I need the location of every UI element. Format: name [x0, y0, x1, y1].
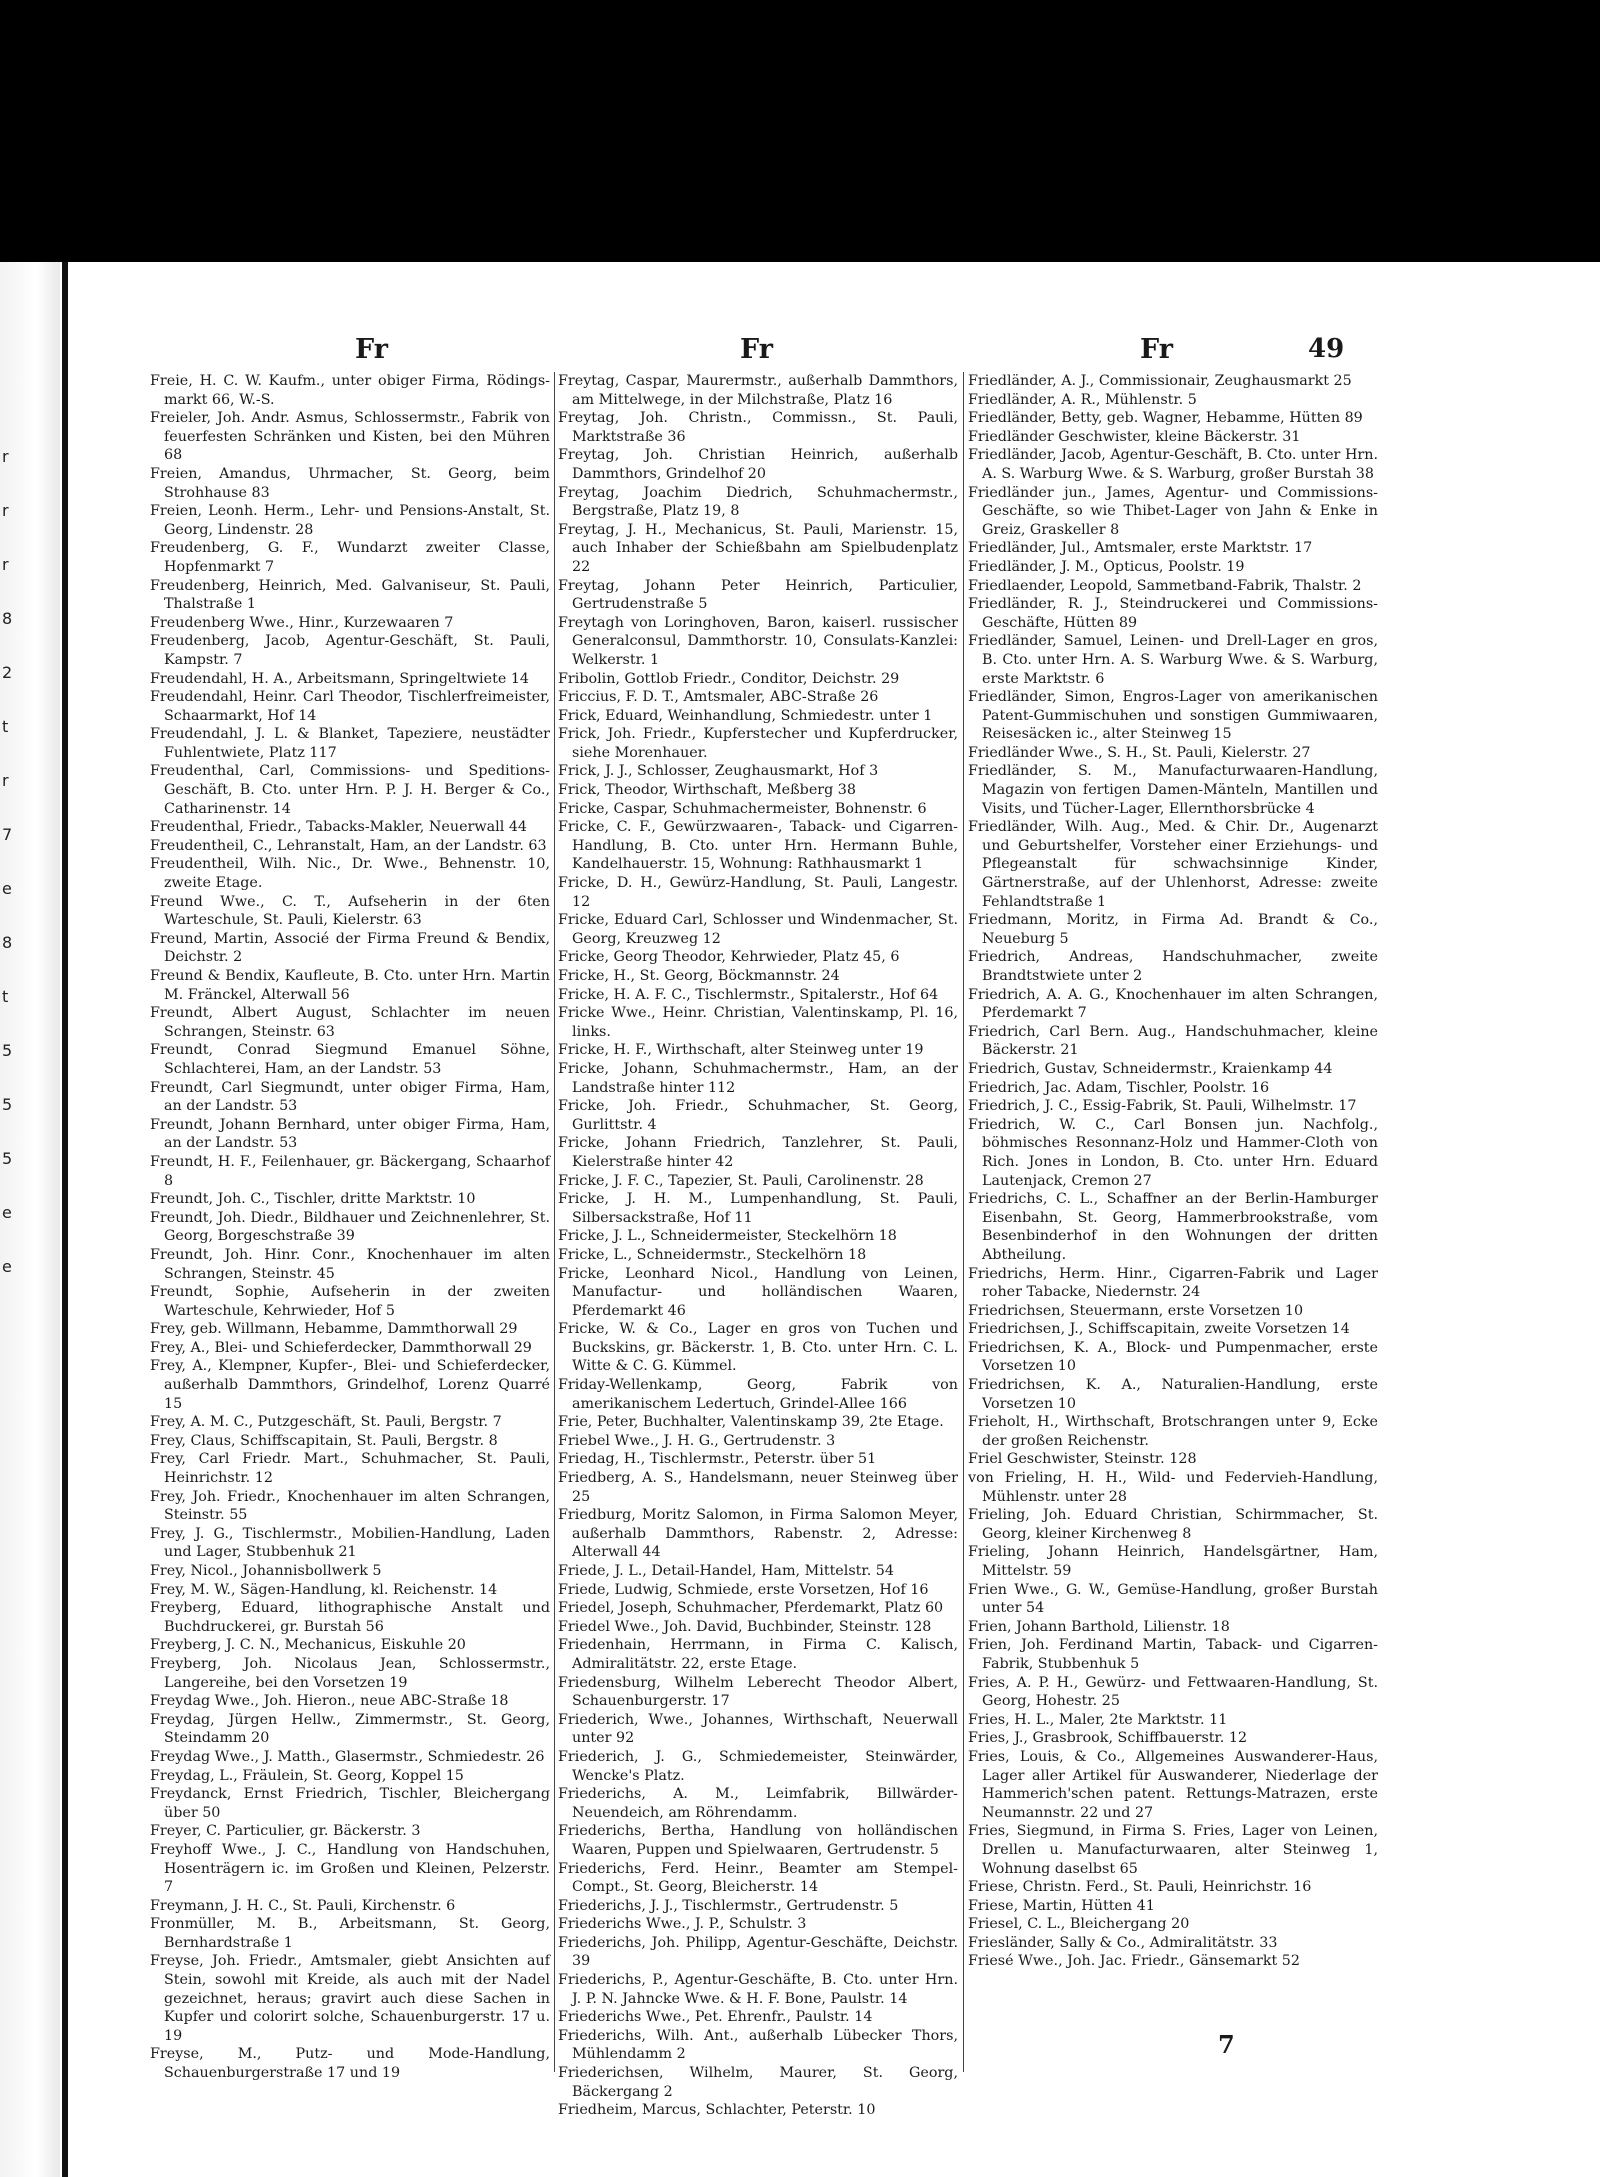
directory-entry: Friedel, Joseph, Schuhmacher, Pferdemarkt, Platz 60 — [558, 1600, 944, 1617]
directory-entry: Freund, Martin, Associé der Firma Freund & Bendix, Deichstr. 2 — [150, 930, 550, 966]
directory-entry: Friedensburg, Wilhelm Leberecht Theodor Albert, Schauenburgerstr. 17 — [558, 1674, 958, 1710]
directory-entry: Fricke, H. A. F. C., Tischlermstr., Spitalerstr., Hof 64 — [558, 986, 939, 1003]
directory-entry: Friedrich, W. C., Carl Bonsen jun. Nachfolg., böhmisches Resonnanz-Holz und Hammer-Cloth von Rich. Jones in London, B. Cto. unter Hrn. Eduard Lautenjack, Cremon 27 — [968, 1116, 1378, 1189]
directory-entry: Freytag, Joachim Diedrich, Schuhmachermstr., Bergstraße, Platz 19, 8 — [558, 484, 958, 520]
directory-entry: Fricke, D. H., Gewürz-Handlung, St. Pauli, Langestr. 12 — [558, 875, 958, 910]
directory-entry: Friedländer, J. M., Opticus, Poolstr. 19 — [968, 558, 1245, 575]
directory-entry: Fries, H. L., Maler, 2te Marktstr. 11 — [968, 1711, 1228, 1728]
directory-entry: Freyer, C. Particulier, gr. Bäckerstr. 3 — [150, 1823, 421, 1840]
directory-entry: Freundt, H. F., Feilenhauer, gr. Bäckergang, Schaarhof 8 — [150, 1153, 550, 1189]
directory-entry: Freundt, Joh. C., Tischler, dritte Marktstr. 10 — [150, 1191, 476, 1208]
gutter-shadow — [62, 262, 68, 2177]
header-right: Fr — [1140, 334, 1173, 365]
directory-entry: Fricke, W. & Co., Lager en gros von Tuchen und Buckskins, gr. Bäckerstr. 1, B. Cto. unter Hrn. C. L. Witte & C. G. Kümmel. — [558, 1321, 958, 1375]
edge-mark: 7 — [2, 825, 13, 844]
directory-entry: Fronmüller, M. B., Arbeitsmann, St. Georg, Bernhardstraße 1 — [150, 1916, 550, 1951]
directory-entry: Freyberg, Joh. Nicolaus Jean, Schlossermstr., Langereihe, bei den Vorsetzen 19 — [150, 1655, 550, 1691]
directory-entry: Frey, Carl Friedr. Mart., Schuhmacher, St. Pauli, Heinrichstr. 12 — [150, 1451, 550, 1487]
directory-entry: Freydag, L., Fräulein, St. Georg, Koppel 15 — [150, 1767, 464, 1784]
directory-entry: Freudenthal, Friedr., Tabacks-Makler, Neuerwall 44 — [150, 819, 528, 836]
directory-entry: Freydag Wwe., Joh. Hieron., neue ABC-Straße 18 — [150, 1693, 509, 1710]
directory-entry: Friday-Wellenkamp, Georg, Fabrik von amerikanischem Ledertuch, Grindel-Allee 166 — [558, 1377, 958, 1412]
directory-entry: Friederichs, J. J., Tischlermstr., Gertrudenstr. 5 — [558, 1897, 899, 1914]
directory-entry: Freund & Bendix, Kaufleute, B. Cto. unter Hrn. Martin M. Fränckel, Alterwall 56 — [150, 968, 550, 1003]
scan-top-black-border — [0, 0, 1600, 262]
directory-page — [150, 330, 1378, 2120]
directory-entry: Friederich, Wwe., Johannes, Wirthschaft, Neuerwall unter 92 — [558, 1711, 958, 1747]
directory-entry: Frieling, Johann Heinrich, Handelsgärtner, Ham, Mittelstr. 59 — [968, 1544, 1378, 1579]
directory-entry: Fricke, Eduard Carl, Schlosser und Windenmacher, St. Georg, Kreuzweg 12 — [558, 912, 958, 947]
column-center — [558, 372, 958, 2119]
directory-entry: Frieholt, H., Wirthschaft, Brotschrangen unter 9, Ecke der großen Reichenstr. — [968, 1414, 1378, 1449]
directory-entry: Frey, M. W., Sägen-Handlung, kl. Reichenstr. 14 — [150, 1581, 498, 1598]
directory-entry: Fricke, Caspar, Schuhmachermeister, Bohnenstr. 6 — [558, 800, 927, 817]
directory-entry: Frey, Joh. Friedr., Knochenhauer im alten Schrangen, Steinstr. 55 — [150, 1488, 550, 1524]
directory-entry: Freyse, M., Putz- und Mode-Handlung, Schauenburgerstraße 17 und 19 — [150, 2046, 550, 2082]
directory-entry: Fricke, Johann Friedrich, Tanzlehrer, St. Pauli, Kielerstraße hinter 42 — [558, 1135, 958, 1170]
directory-entry: Friederichs Wwe., Pet. Ehrenfr., Paulstr. 14 — [558, 2009, 873, 2026]
edge-mark: e — [2, 879, 12, 898]
directory-entry: Friedländer, R. J., Steindruckerei und Commissions-Geschäfte, Hütten 89 — [968, 596, 1378, 631]
directory-entry: Frey, A., Klempner, Kupfer-, Blei- und Schieferdecker, außerhalb Dammthors, Grindelhof, Lorenz Quarré 15 — [150, 1358, 550, 1412]
directory-entry: Friede, J. L., Detail-Handel, Ham, Mittelstr. 54 — [558, 1563, 894, 1579]
edge-mark: 5 — [2, 1095, 13, 1114]
directory-entry: Friederichs, A. M., Leimfabrik, Billwärder-Neuendeich, am Röhrendamm. — [558, 1786, 958, 1821]
edge-mark: 8 — [2, 933, 13, 952]
directory-entry: Friederich, J. G., Schmiedemeister, Steinwärder, Wencke's Platz. — [558, 1748, 958, 1784]
directory-entry: Freytag, Joh. Christn., Commissn., St. Pauli, Marktstraße 36 — [558, 410, 958, 445]
directory-entry: Fries, J., Grasbrook, Schiffbauerstr. 12 — [968, 1730, 1248, 1747]
directory-entry: Frien Wwe., G. W., Gemüse-Handlung, großer Burstah unter 54 — [968, 1581, 1378, 1617]
edge-mark: t — [2, 987, 9, 1006]
edge-mark: 5 — [2, 1149, 13, 1168]
directory-entry: Freydag, Jürgen Hellw., Zimmermstr., St. Georg, Steindamm 20 — [150, 1711, 550, 1747]
directory-entry: Fricke, C. F., Gewürzwaaren-, Taback- und Cigarren-Handlung, B. Cto. unter Hrn. Hermann Buhle, Kandelhauerstr. 15, Wohnung: Rathhausmarkt 1 — [558, 819, 958, 873]
directory-entry: Freytag, Joh. Christian Heinrich, außerhalb Dammthors, Grindelhof 20 — [558, 447, 958, 482]
running-header — [150, 330, 1345, 370]
directory-entry: Freyberg, Eduard, lithographische Anstalt und Buchdruckerei, gr. Burstah 56 — [150, 1600, 550, 1635]
directory-entry: Friedrichsen, Steuermann, erste Vorsetzen 10 — [968, 1302, 1304, 1319]
directory-entry: Friedrich, Andreas, Handschuhmacher, zweite Brandtstwiete unter 2 — [968, 949, 1378, 984]
directory-entry: Frey, geb. Willmann, Hebamme, Dammthorwall 29 — [150, 1321, 518, 1338]
directory-entry: Friedag, H., Tischlermstr., Peterstr. über 51 — [558, 1451, 877, 1468]
directory-entry: Friedländer, A. J., Commissionair, Zeughausmarkt 25 — [968, 373, 1352, 389]
directory-entry: Freyhoff Wwe., J. C., Handlung von Handschuhen, Hosenträgern ic. im Großen und Kleinen, Pelzerstr. 7 — [150, 1841, 550, 1896]
directory-entry: Friederichs Wwe., J. P., Schulstr. 3 — [558, 1916, 807, 1933]
directory-entry: Fricke, H., St. Georg, Böckmannstr. 24 — [558, 968, 840, 984]
previous-page-edge-text — [2, 430, 16, 2130]
column-left — [150, 372, 550, 2082]
directory-entry: Fricke, J. L., Schneidermeister, Steckelhörn 18 — [558, 1228, 897, 1245]
column-right — [968, 372, 1378, 2032]
directory-entry: Freundt, Joh. Hinr. Conr., Knochenhauer im alten Schrangen, Steinstr. 45 — [150, 1246, 550, 1282]
directory-entry: Friedländer, A. R., Mühlenstr. 5 — [968, 391, 1197, 408]
directory-entry: Friedrich, Jac. Adam, Tischler, Poolstr. 16 — [968, 1079, 1270, 1096]
directory-entry: Frieling, Joh. Eduard Christian, Schirmmacher, St. Georg, kleiner Kirchenweg 8 — [968, 1507, 1378, 1542]
directory-entry: Friese, Christn. Ferd., St. Pauli, Heinrichstr. 16 — [968, 1879, 1312, 1896]
directory-entry: Friedrich, J. C., Essig-Fabrik, St. Pauli, Wilhelmstr. 17 — [968, 1098, 1357, 1115]
directory-entry: Friebel Wwe., J. H. G., Gertrudenstr. 3 — [558, 1432, 836, 1449]
directory-entry: Freudenthal, Carl, Commissions- und Speditions-Geschäft, B. Cto. unter Hrn. P. J. H. Berger & Co., Catharinenstr. 14 — [150, 763, 550, 817]
directory-entry: Friedberg, A. S., Handelsmann, neuer Steinweg über 25 — [558, 1470, 958, 1505]
directory-entry: Friedburg, Moritz Salomon, in Firma Salomon Meyer, außerhalb Dammthors, Rabenstr. 2, Adresse: Alterwall 44 — [558, 1507, 958, 1561]
directory-entry: Freudentheil, Wilh. Nic., Dr. Wwe., Behnenstr. 10, zweite Etage. — [150, 856, 550, 892]
directory-entry: Fribolin, Gottlob Friedr., Conditor, Deichstr. 29 — [558, 670, 900, 687]
directory-entry: Friesel, C. L., Bleichergang 20 — [968, 1916, 1190, 1933]
directory-entry: Friedrichsen, K. A., Naturalien-Handlung, erste Vorsetzen 10 — [968, 1377, 1378, 1412]
directory-entry: Friedländer, Betty, geb. Wagner, Hebamme, Hütten 89 — [968, 410, 1363, 427]
directory-entry: Freie, H. C. W. Kaufm., unter obiger Firma, Rödings-markt 66, W.-S. — [150, 373, 550, 408]
directory-entry: Freien, Leonh. Herm., Lehr- und Pensions-Anstalt, St. Georg, Lindenstr. 28 — [150, 503, 550, 538]
directory-entry: Freymann, J. H. C., St. Pauli, Kirchenstr. 6 — [150, 1897, 456, 1914]
directory-entry: Fricke, Johann, Schuhmachermstr., Ham, an der Landstraße hinter 112 — [558, 1060, 958, 1096]
directory-entry: Friedrich, Carl Bern. Aug., Handschuhmacher, kleine Bäckerstr. 21 — [968, 1023, 1378, 1059]
directory-entry: Friedrichs, Herm. Hinr., Cigarren-Fabrik und Lager roher Tabacke, Niedernstr. 24 — [968, 1265, 1378, 1301]
directory-entry: Friede, Ludwig, Schmiede, erste Vorsetzen, Hof 16 — [558, 1581, 929, 1598]
directory-entry: Friedländer jun., James, Agentur- und Commissions-Geschäfte, so wie Thibet-Lager von Jahn & Enke in Greiz, Graskeller 8 — [968, 484, 1378, 538]
edge-mark: 2 — [2, 663, 13, 682]
directory-entry: Freyberg, J. C. N., Mechanicus, Eiskuhle 20 — [150, 1637, 466, 1654]
directory-entry: Friesländer, Sally & Co., Admiralitätstr. 33 — [968, 1934, 1278, 1951]
directory-entry: Friedländer Wwe., S. H., St. Pauli, Kielerstr. 27 — [968, 744, 1311, 761]
directory-entry: Friedländer, Wilh. Aug., Med. & Chir. Dr., Augenarzt und Geburtshelfer, Vorsteher einer Erziehungs- und Pflegeanstalt für schwachsinnige Kinder, Gärtnerstraße, auf der Uhlenhorst, Adresse: zweite Fehlandtstraße 1 — [968, 819, 1378, 910]
directory-entry: Frey, Claus, Schiffscapitain, St. Pauli, Bergstr. 8 — [150, 1432, 498, 1449]
directory-entry: Freudendahl, J. L. & Blanket, Tapeziere, neustädter Fuhlentwiete, Platz 117 — [150, 726, 550, 761]
column-rule-2 — [963, 372, 964, 2072]
directory-entry: Friederichs, Joh. Philipp, Agentur-Geschäfte, Deichstr. 39 — [558, 1934, 958, 1970]
directory-entry: Friederichs, Ferd. Heinr., Beamter am Stempel-Compt., St. Georg, Bleicherstr. 14 — [558, 1860, 958, 1896]
directory-entry: Friederichsen, Wilhelm, Maurer, St. Georg, Bäckergang 2 — [558, 2065, 958, 2100]
header-center: Fr — [740, 334, 773, 365]
directory-entry: Frick, Theodor, Wirthschaft, Meßberg 38 — [558, 782, 857, 799]
directory-entry: Friedrichs, C. L., Schaffner an der Berlin-Hamburger Eisenbahn, St. Georg, Hammerbrookstraße, vom Besenbinderhof in den Wohnungen der dritten Abtheilung. — [968, 1191, 1378, 1263]
directory-entry: Friedel Wwe., Joh. David, Buchbinder, Steinstr. 128 — [558, 1618, 932, 1635]
directory-entry: Friedmann, Moritz, in Firma Ad. Brandt & Co., Neueburg 5 — [968, 912, 1378, 947]
directory-entry: Fricke Wwe., Heinr. Christian, Valentinskamp, Pl. 16, links. — [558, 1005, 958, 1040]
directory-entry: Freudentheil, C., Lehranstalt, Ham, an der Landstr. 63 — [150, 837, 547, 854]
directory-entry: Freudenberg, G. F., Wundarzt zweiter Classe, Hopfenmarkt 7 — [150, 540, 550, 575]
directory-entry: Freudenberg, Jacob, Agentur-Geschäft, St. Pauli, Kampstr. 7 — [150, 633, 550, 668]
directory-entry: Freytag, J. H., Mechanicus, St. Pauli, Marienstr. 15, auch Inhaber der Schießbahn am Spielbudenplatz 22 — [558, 521, 958, 575]
directory-entry: Freien, Amandus, Uhrmacher, St. Georg, beim Strohhause 83 — [150, 465, 550, 501]
edge-mark: 8 — [2, 609, 13, 628]
directory-entry: Freieler, Joh. Andr. Asmus, Schlossermstr., Fabrik von feuerfesten Schränken und Kisten, bei den Mühren 68 — [150, 410, 550, 464]
directory-entry: Freytagh von Loringhoven, Baron, kaiserl. russischer Generalconsul, Dammthorstr. 10, Consulats-Kanzlei: Welkerstr. 1 — [558, 614, 958, 668]
directory-entry: Friederichs, P., Agentur-Geschäfte, B. Cto. unter Hrn. J. P. N. Jahncke Wwe. & H. F. Bone, Paulstr. 14 — [558, 1972, 958, 2007]
edge-mark: r — [2, 555, 9, 574]
directory-entry: Friedländer, Jul., Amtsmaler, erste Marktstr. 17 — [968, 540, 1313, 557]
directory-entry: Freund Wwe., C. T., Aufseherin in der 6ten Warteschule, St. Pauli, Kielerstr. 63 — [150, 893, 550, 929]
directory-entry: Friccius, F. D. T., Amtsmaler, ABC-Straße 26 — [558, 689, 879, 706]
directory-entry: Friedländer, Samuel, Leinen- und Drell-Lager en gros, B. Cto. unter Hrn. A. S. Warburg Wwe. & S. Warburg, erste Marktstr. 6 — [968, 633, 1378, 687]
directory-entry: Fries, Louis, & Co., Allgemeines Auswanderer-Haus, Lager aller Artikel für Auswanderer, Niederlage der Hammerich'schen patent. Rettungs-Matrazen, erste Neumannstr. 22 und 27 — [968, 1748, 1378, 1821]
directory-entry: Friederichs, Wilh. Ant., außerhalb Lübecker Thors, Mühlendamm 2 — [558, 2027, 958, 2063]
edge-mark: 5 — [2, 1041, 13, 1060]
directory-entry: Freudendahl, H. A., Arbeitsmann, Springeltwiete 14 — [150, 670, 530, 687]
directory-entry: Friedrichsen, K. A., Block- und Pumpenmacher, erste Vorsetzen 10 — [968, 1339, 1378, 1375]
directory-entry: Freudenberg Wwe., Hinr., Kurzewaaren 7 — [150, 614, 454, 631]
directory-entry: von Frieling, H. H., Wild- und Federvieh-Handlung, Mühlenstr. unter 28 — [968, 1470, 1378, 1505]
directory-entry: Friedländer, S. M., Manufacturwaaren-Handlung, Magazin von fertigen Damen-Mänteln, Mantillen und Visits, und Tücher-Lager, Ellernthorsbrücke 4 — [968, 763, 1378, 817]
directory-entry: Friedlaender, Leopold, Sammetband-Fabrik, Thalstr. 2 — [968, 577, 1362, 594]
directory-entry: Frey, A. M. C., Putzgeschäft, St. Pauli, Bergstr. 7 — [150, 1414, 502, 1431]
directory-entry: Frick, Joh. Friedr., Kupferstecher und Kupferdrucker, siehe Morenhauer. — [558, 726, 958, 761]
directory-entry: Friedrich, A. A. G., Knochenhauer im alten Schrangen, Pferdemarkt 7 — [968, 986, 1378, 1022]
directory-entry: Fricke, Leonhard Nicol., Handlung von Leinen, Manufactur- und holländischen Waaren, Pferdemarkt 46 — [558, 1265, 958, 1319]
directory-entry: Fricke, Joh. Friedr., Schuhmacher, St. Georg, Gurlittstr. 4 — [558, 1098, 958, 1133]
directory-entry: Friel Geschwister, Steinstr. 128 — [968, 1451, 1197, 1468]
directory-entry: Freundt, Carl Siegmundt, unter obiger Firma, Ham, an der Landstr. 53 — [150, 1079, 550, 1115]
directory-entry: Freudendahl, Heinr. Carl Theodor, Tischlerfreimeister, Schaarmarkt, Hof 14 — [150, 689, 550, 724]
header-left: Fr — [355, 334, 388, 365]
directory-entry: Frey, Nicol., Johannisbollwerk 5 — [150, 1563, 382, 1579]
edge-mark: e — [2, 1203, 12, 1222]
directory-entry: Frien, Joh. Ferdinand Martin, Taback- und Cigarren-Fabrik, Stubbenhuk 5 — [968, 1637, 1378, 1672]
directory-entry: Fricke, H. F., Wirthschaft, alter Steinweg unter 19 — [558, 1042, 924, 1059]
directory-entry: Frick, J. J., Schlosser, Zeughausmarkt, Hof 3 — [558, 763, 879, 780]
directory-entry: Freytag, Caspar, Maurermstr., außerhalb Dammthors, am Mittelwege, in der Milchstraße, Platz 16 — [558, 373, 958, 408]
directory-entry: Freydag Wwe., J. Matth., Glasermstr., Schmiedestr. 26 — [150, 1748, 545, 1765]
edge-mark: r — [2, 447, 9, 466]
directory-entry: Freytag, Johann Peter Heinrich, Particulier, Gertrudenstraße 5 — [558, 577, 958, 613]
directory-entry: Friedländer, Jacob, Agentur-Geschäft, B. Cto. unter Hrn. A. S. Warburg Wwe. & S. Warburg, großer Burstah 38 — [968, 447, 1378, 482]
directory-entry: Frey, J. G., Tischlermstr., Mobilien-Handlung, Laden und Lager, Stubbenhuk 21 — [150, 1525, 550, 1561]
column-rule-1 — [554, 372, 555, 2072]
directory-entry: Fricke, Georg Theodor, Kehrwieder, Platz 45, 6 — [558, 949, 900, 966]
directory-entry: Frien, Johann Barthold, Lilienstr. 18 — [968, 1618, 1230, 1635]
directory-entry: Frie, Peter, Buchhalter, Valentinskamp 39, 2te Etage. — [558, 1414, 944, 1431]
directory-entry: Freundt, Conrad Siegmund Emanuel Söhne, Schlachterei, Ham, an der Landstr. 53 — [150, 1042, 550, 1077]
directory-entry: Friedenhain, Herrmann, in Firma C. Kalisch, Admiralitätstr. 22, erste Etage. — [558, 1637, 958, 1672]
directory-entry: Friedrichsen, J., Schiffscapitain, zweite Vorsetzen 14 — [968, 1321, 1350, 1338]
directory-entry: Freudenberg, Heinrich, Med. Galvaniseur, St. Pauli, Thalstraße 1 — [150, 577, 550, 613]
directory-entry: Freundt, Albert August, Schlachter im neuen Schrangen, Steinstr. 63 — [150, 1005, 550, 1040]
directory-entry: Friedländer Geschwister, kleine Bäckerstr. 31 — [968, 428, 1301, 445]
directory-entry: Friedländer, Simon, Engros-Lager von amerikanischen Patent-Gummischuhen und sonstigen Gummiwaaren, Reisesäcken ic., alter Steinweg 15 — [968, 689, 1378, 743]
directory-entry: Fricke, J. F. C., Tapezier, St. Pauli, Carolinenstr. 28 — [558, 1172, 924, 1189]
directory-entry: Freyse, Joh. Friedr., Amtsmaler, giebt Ansichten auf Stein, sowohl mit Kreide, als auch mit der Nadel gezeichnet, heraus; gravirt auch diese Sachen in Kupfer und colorirt solche, Schauenburgerstr. 17 u. 19 — [150, 1953, 550, 2044]
directory-entry: Friedrich, Gustav, Schneidermstr., Kraienkamp 44 — [968, 1060, 1333, 1077]
directory-entry: Frick, Eduard, Weinhandlung, Schmiedestr. unter 1 — [558, 707, 933, 724]
directory-entry: Fries, A. P. H., Gewürz- und Fettwaaren-Handlung, St. Georg, Hohestr. 25 — [968, 1674, 1378, 1710]
directory-entry: Freundt, Johann Bernhard, unter obiger Firma, Ham, an der Landstr. 53 — [150, 1116, 550, 1152]
directory-entry: Freydanck, Ernst Friedrich, Tischler, Bleichergang über 50 — [150, 1786, 550, 1821]
directory-entry: Freundt, Sophie, Aufseherin in der zweiten Warteschule, Kehrwieder, Hof 5 — [150, 1284, 550, 1319]
edge-mark: r — [2, 501, 9, 520]
signature-mark: 7 — [1218, 2030, 1235, 2059]
directory-entry: Fries, Siegmund, in Firma S. Fries, Lager von Leinen, Drellen u. Manufacturwaaren, alter Steinweg 1, Wohnung daselbst 65 — [968, 1823, 1378, 1877]
directory-entry: Friesé Wwe., Joh. Jac. Friedr., Gänsemarkt 52 — [968, 1953, 1300, 1970]
directory-entry: Friedheim, Marcus, Schlachter, Peterstr. 10 — [558, 2102, 876, 2119]
directory-entry: Fricke, J. H. M., Lumpenhandlung, St. Pauli, Silbersackstraße, Hof 11 — [558, 1191, 958, 1226]
directory-entry: Friederichs, Bertha, Handlung von holländischen Waaren, Puppen und Spielwaaren, Gertrudenstr. 5 — [558, 1823, 958, 1858]
page-number: 49 — [1308, 334, 1345, 364]
edge-mark: e — [2, 1257, 12, 1276]
directory-entry: Frey, A., Blei- und Schieferdecker, Dammthorwall 29 — [150, 1339, 532, 1356]
edge-mark: t — [2, 717, 9, 736]
directory-entry: Freundt, Joh. Diedr., Bildhauer und Zeichnenlehrer, St. Georg, Borgeschstraße 39 — [150, 1209, 550, 1245]
directory-entry: Friese, Martin, Hütten 41 — [968, 1897, 1155, 1914]
edge-mark: r — [2, 771, 9, 790]
directory-entry: Fricke, L., Schneidermstr., Steckelhörn 18 — [558, 1246, 867, 1263]
